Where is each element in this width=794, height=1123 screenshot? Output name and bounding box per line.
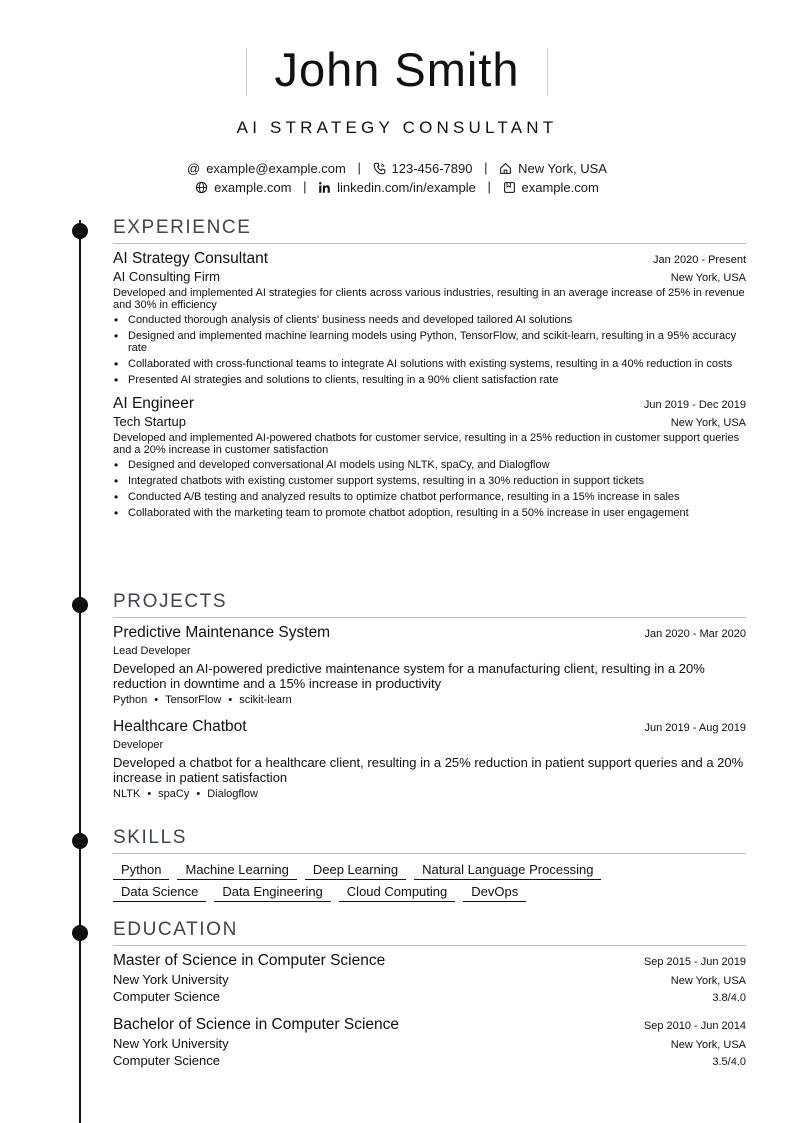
bullet-item: • Conducted thorough analysis of clients' business needs and developed tailored AI solutions [113,314,746,326]
section-divider [113,853,746,854]
job-summary: Developed and implemented AI strategies for clients across various industries, resulting in an average increase of 25% in revenue and 30% in efficiency [113,287,745,311]
portfolio-icon [503,181,516,194]
education-entry [113,1016,746,1068]
section-heading-experience: EXPERIENCE [113,217,252,238]
education-section [113,918,746,1068]
portfolio-text: example.com [521,180,599,196]
project-entry [113,624,746,706]
gpa: 3.5/4.0 [712,1056,746,1068]
education-entry [113,952,746,1004]
job-bullets [113,459,746,519]
skill-tag: Data Engineering [214,884,330,902]
bullet-item: • Conducted A/B testing and analyzed results to optimize chatbot performance, resulting in a 15% increase in sales [113,491,746,503]
at-icon: @ [187,161,201,177]
separator: | [303,179,307,194]
tech-item: TensorFlow [165,694,222,706]
skill-tag: Python [113,862,169,880]
project-dates: Jun 2019 - Aug 2019 [644,722,746,734]
project-role: Developer [113,739,164,751]
project-entry [113,718,746,800]
bullet-item: • Integrated chatbots with existing customer support systems, resulting in a 30% reduction in support tickets [113,475,746,487]
skill-tag: Data Science [113,884,206,902]
bullet-item: • Designed and developed conversational AI models using NLTK, spaCy, and Dialogflow [113,459,746,471]
location-text: New York, USA [518,161,607,177]
bullet-item: • Presented AI strategies and solutions to clients, resulting in a 90% client satisfaction rate [113,374,746,386]
tech-separator: • [196,788,201,800]
contact-row-1 [0,160,794,176]
school-name: New York University [113,1036,229,1051]
field-of-study: Computer Science [113,989,220,1004]
school-location: New York, USA [670,1039,746,1051]
timeline-dot-experience [72,223,88,239]
tech-item: Python [113,694,148,706]
skill-tag: Machine Learning [177,862,296,880]
linkedin-icon [318,181,331,194]
contact-email[interactable] [187,161,346,176]
separator: | [484,160,488,175]
contact-website[interactable] [195,180,291,195]
section-divider [113,243,746,244]
email-text: example@example.com [206,161,346,177]
bullet-item: • Collaborated with the marketing team to promote chatbot adoption, resulting in a 50% increase in user engagement [113,507,746,519]
field-of-study: Computer Science [113,1053,220,1068]
experience-entry [113,250,746,386]
bullet-item: • Collaborated with cross-functional teams to integrate AI solutions with existing systems, resulting in a 40% reduction in costs [113,358,746,370]
project-role: Lead Developer [113,645,191,657]
contact-row-2 [0,179,794,195]
degree-name: Master of Science in Computer Science [113,952,386,969]
contact-phone[interactable] [373,161,473,176]
candidate-name: John Smith [274,43,520,96]
company-name: AI Consulting Firm [113,269,220,284]
school-location: New York, USA [670,975,746,987]
experience-section [113,216,746,523]
phone-text: 123-456-7890 [391,161,473,177]
section-divider [113,617,746,618]
job-dates: Jun 2019 - Dec 2019 [643,399,746,411]
skill-tag: Deep Learning [305,862,406,880]
project-description: Developed an AI-powered predictive maintenance system for a manufacturing client, resulting in a 20% reduction in downtime and a 15% increase in productivity [113,661,705,691]
project-description: Developed a chatbot for a healthcare client, resulting in a 25% reduction in patient support queries and a 20% increase in patient satisfaction [113,755,744,785]
degree-name: Bachelor of Science in Computer Science [113,1016,400,1033]
section-heading-projects: PROJECTS [113,591,228,612]
contact-portfolio[interactable] [503,180,599,195]
globe-icon [195,181,208,194]
tech-separator: • [154,694,159,706]
tech-item: spaCy [158,788,190,800]
company-name: Tech Startup [113,414,186,429]
skills-section [113,826,746,902]
experience-entry [113,395,746,519]
section-heading-education: EDUCATION [113,919,238,940]
name-block [0,44,794,96]
tech-separator: • [228,694,233,706]
job-role: AI Engineer [113,395,194,412]
job-title: AI STRATEGY CONSULTANT [236,118,558,137]
website-text: example.com [214,180,292,196]
timeline-dot-projects [72,597,88,613]
school-name: New York University [113,972,229,987]
projects-section [113,590,746,800]
skill-tag: DevOps [463,884,526,902]
timeline-dot-skills [72,833,88,849]
tech-item: Dialogflow [207,788,258,800]
phone-icon [373,162,386,175]
project-name: Predictive Maintenance System [113,624,331,641]
separator: | [357,160,361,175]
job-location: New York, USA [670,272,746,284]
tech-item: scikit-learn [239,694,292,706]
contact-location [499,161,607,176]
home-icon [499,162,512,175]
section-divider [113,945,746,946]
timeline-line [79,220,81,1123]
contact-linkedin[interactable] [318,180,476,195]
skills-list [113,862,673,902]
project-name: Healthcare Chatbot [113,718,247,735]
skill-tag: Natural Language Processing [414,862,601,880]
tech-item: NLTK [113,788,141,800]
gpa: 3.8/4.0 [712,992,746,1004]
job-dates: Jan 2020 - Present [653,254,746,266]
job-summary: Developed and implemented AI-powered chatbots for customer service, resulting in a 25% reduction in customer support queries and a 20% increase in customer satisfaction [113,432,740,456]
education-dates: Sep 2010 - Jun 2014 [643,1020,746,1032]
bullet-item: • Designed and implemented machine learning models using Python, TensorFlow, and scikit-learn, resulting in a 95% accuracy rate [113,330,746,354]
education-dates: Sep 2015 - Jun 2019 [643,956,746,968]
project-dates: Jan 2020 - Mar 2020 [644,628,746,640]
tech-separator: • [147,788,152,800]
project-tech-list [113,788,746,800]
skill-tag: Cloud Computing [339,884,455,902]
timeline-dot-education [72,925,88,941]
linkedin-text: linkedin.com/in/example [337,180,476,196]
section-heading-skills: SKILLS [113,827,188,848]
separator: | [487,179,491,194]
job-role: AI Strategy Consultant [113,250,269,267]
job-bullets [113,314,746,386]
job-location: New York, USA [670,417,746,429]
project-tech-list [113,694,746,706]
